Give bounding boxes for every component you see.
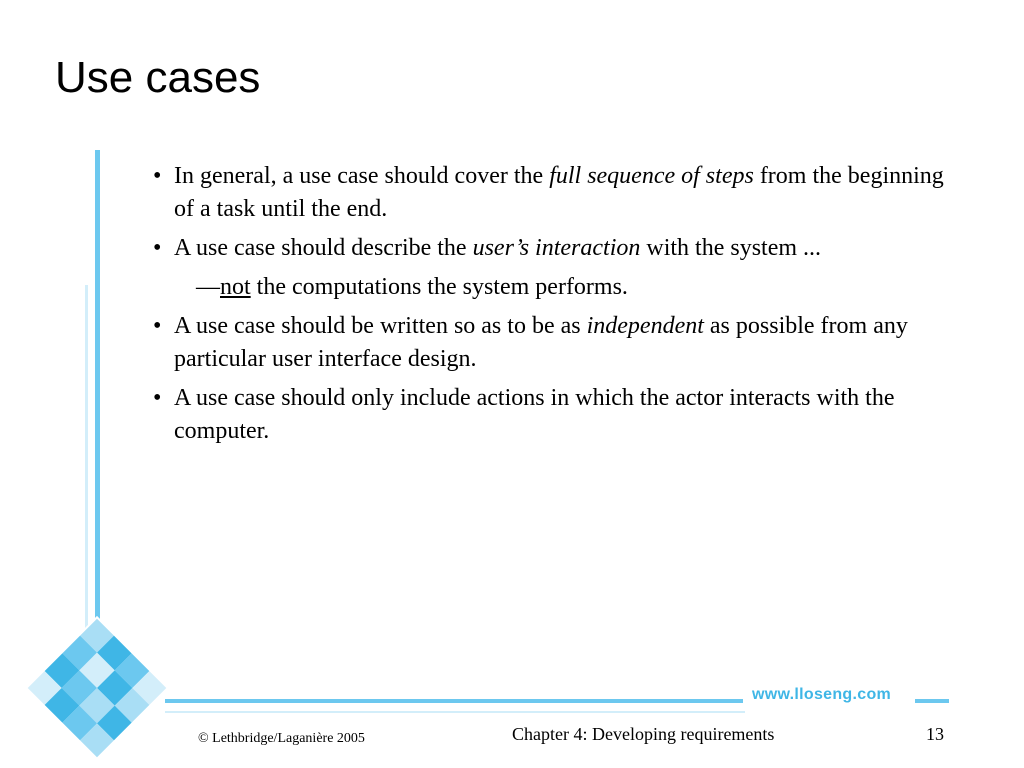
bullet-item bbox=[150, 232, 950, 265]
sub-point-text: the computations the system performs. bbox=[250, 274, 628, 300]
bullet-text: from the beginning of a task until the end. bbox=[174, 163, 944, 222]
bullet-text: In general, a use case should cover the bbox=[174, 163, 550, 189]
bullet-item bbox=[150, 382, 950, 448]
horizontal-accent-bar-shadow bbox=[165, 711, 745, 713]
bullet-emphasis: full sequence of steps bbox=[549, 163, 754, 189]
footer-copyright: © Lethbridge/Laganière 2005 bbox=[198, 731, 365, 746]
page-number: 13 bbox=[926, 724, 944, 744]
diamond-logo bbox=[26, 617, 167, 758]
bullet-marker: • bbox=[153, 313, 162, 339]
footer-chapter: Chapter 4: Developing requirements bbox=[512, 724, 775, 744]
horizontal-accent-bar-end bbox=[915, 699, 949, 703]
vertical-accent-bar bbox=[95, 150, 100, 650]
bullet-text: with the system ... bbox=[640, 235, 822, 261]
bullet-text: A use case should be written so as to be as bbox=[174, 313, 587, 339]
bullet-text: A use case should only include actions in which the actor interacts with the computer. bbox=[174, 385, 895, 444]
bullet-marker: • bbox=[153, 163, 162, 189]
sub-point-underlined: not bbox=[220, 274, 251, 300]
bullet-text: A use case should describe the bbox=[174, 235, 473, 261]
bullet-text: as possible from any particular user interface design. bbox=[174, 313, 908, 372]
bullet-marker: • bbox=[153, 235, 162, 261]
website-url: www.lloseng.com bbox=[752, 686, 892, 703]
sub-point-dash: — bbox=[196, 274, 220, 300]
slide-title: Use cases bbox=[55, 53, 261, 102]
bullet-emphasis: independent bbox=[586, 313, 704, 339]
horizontal-accent-bar bbox=[165, 699, 743, 703]
bullet-item bbox=[150, 160, 950, 226]
bullet-marker: • bbox=[153, 385, 162, 411]
bullet-item bbox=[150, 310, 950, 376]
sub-point bbox=[150, 271, 950, 304]
vertical-accent-bar-shadow bbox=[85, 285, 88, 630]
slide-content bbox=[150, 160, 950, 454]
bullet-emphasis: user’s interaction bbox=[472, 235, 641, 261]
